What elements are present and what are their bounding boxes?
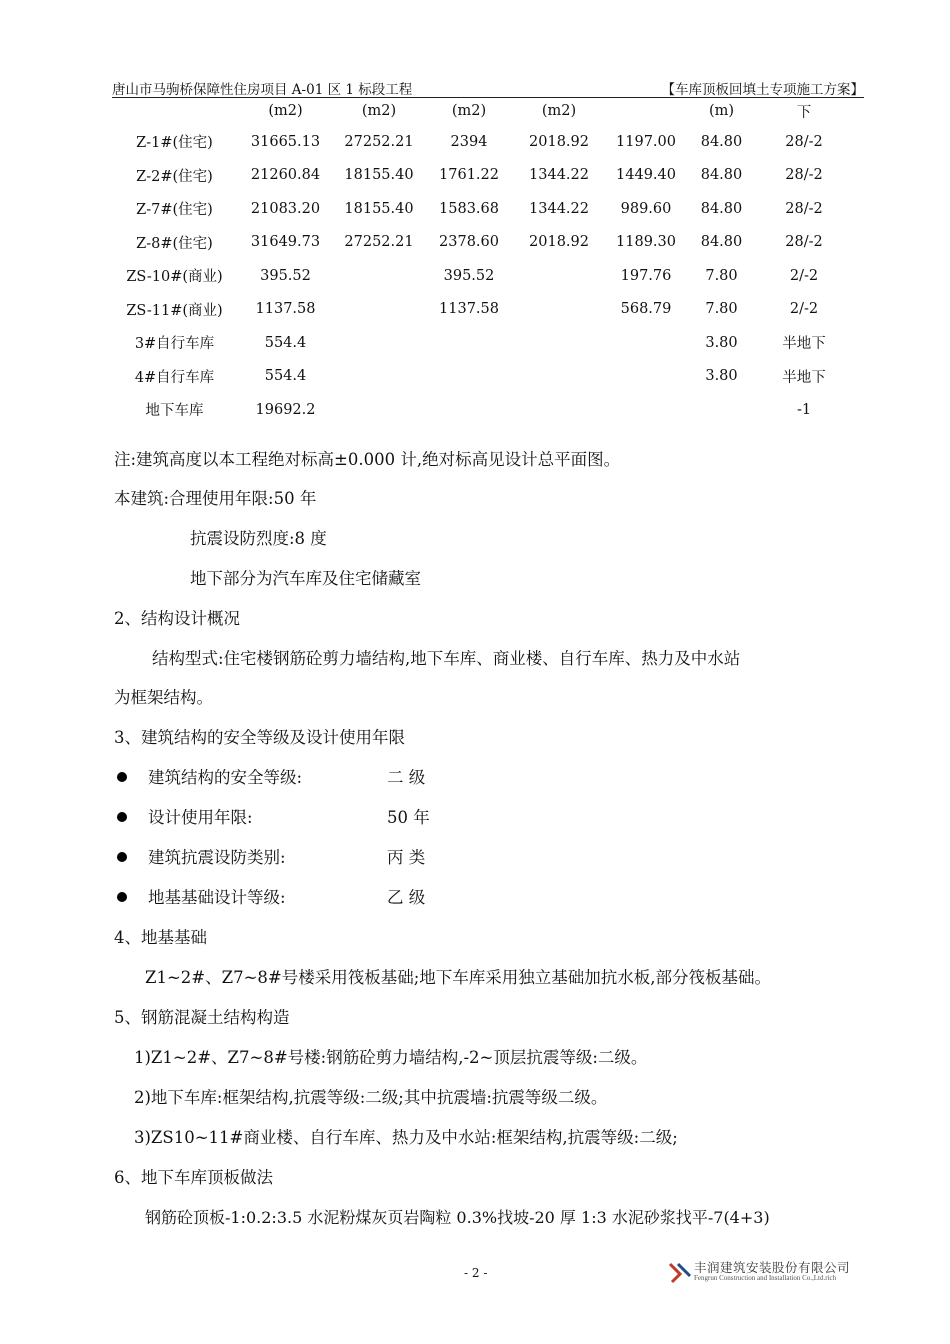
table-cell: Z-1#(住宅) (136, 135, 213, 152)
table-cell (424, 326, 514, 360)
bullet-dot-icon (117, 852, 127, 862)
table-cell: 1344.22 (529, 200, 589, 217)
table-cell: 地下车库 (145, 403, 204, 420)
bullet-label: 地基基础设计等级: (148, 888, 286, 907)
section-4-line: Z1~2#、Z7~8#号楼采用筏板基础;地下车库采用独立基础加抗水板,部分筏板基础。 (145, 968, 772, 987)
table-cell: 28/-2 (785, 167, 823, 184)
table-cell: 7.80 (705, 267, 738, 284)
table-cell: 18155.40 (344, 200, 414, 217)
table-row (112, 259, 853, 293)
table-cell: ZS-11#(商业) (126, 302, 223, 319)
table-cell: 1449.40 (616, 167, 676, 184)
section-5-title: 5、钢筋混凝土结构构造 (114, 1008, 290, 1027)
table-cell (334, 259, 424, 293)
table-cell: 28/-2 (785, 133, 823, 150)
company-name-en: Fengrun Construction and Installation Co.,Ltd.rich (694, 1274, 837, 1282)
bullet-label: 建筑抗震设防类别: (148, 848, 286, 867)
table-cell: -1 (796, 401, 812, 418)
bullet-label: 设计使用年限: (148, 808, 253, 827)
table-cell: 554.4 (264, 368, 307, 385)
table-cell: 31665.13 (250, 133, 321, 150)
table-cell: 554.4 (264, 334, 307, 351)
table-unit-row (112, 97, 853, 125)
table-cell (424, 393, 514, 427)
table-cell (604, 393, 688, 427)
table-cell (112, 97, 237, 125)
table-cell: (m2) (268, 103, 303, 119)
table-cell: 21083.20 (250, 200, 321, 217)
table-row (112, 125, 853, 159)
table-row (112, 360, 853, 394)
table-cell: (m2) (451, 103, 487, 119)
table-cell: 2394 (450, 133, 488, 150)
bullet-value: 丙 类 (387, 848, 426, 867)
header-right: 【车库顶板回填土专项施工方案】 (661, 82, 864, 98)
table-cell: 21260.84 (250, 167, 321, 184)
table-cell: 1344.22 (529, 167, 589, 184)
bullet-value: 乙 级 (387, 888, 426, 907)
table-cell: 3.80 (705, 334, 738, 351)
table-cell: 半地下 (782, 369, 826, 386)
bullet-dot-icon (117, 892, 127, 902)
table-cell: 395.52 (443, 267, 495, 284)
table-cell (334, 326, 424, 360)
table-cell (424, 360, 514, 394)
table-cell: 2378.60 (439, 234, 499, 251)
bullet-dot-icon (117, 812, 127, 822)
table-cell: 989.60 (620, 200, 672, 217)
table-cell: 7.80 (705, 301, 738, 318)
table-row (112, 393, 853, 427)
bullet-value: 二 级 (387, 768, 426, 787)
table-cell: 19692.2 (255, 401, 316, 418)
page-number: - 2 - (464, 1266, 488, 1280)
section-5-item: 3)ZS10~11#商业楼、自行车库、热力及中水站:框架结构,抗震等级:二级; (134, 1128, 678, 1147)
table-cell: 28/-2 (785, 200, 823, 217)
table-cell (604, 97, 688, 125)
table-cell: 27252.21 (344, 133, 414, 150)
building-table (112, 97, 853, 427)
table-cell: 4#自行车库 (134, 369, 215, 386)
table-cell: 1197.00 (616, 133, 676, 150)
company-name-cn: 丰润建筑安装股份有限公司 (694, 1260, 851, 1275)
table-cell: 31649.73 (250, 234, 321, 251)
table-cell (604, 326, 688, 360)
table-cell: 1583.68 (439, 200, 499, 217)
section-6-title: 6、地下车库顶板做法 (114, 1168, 273, 1187)
table-cell: 395.52 (260, 267, 311, 284)
seismic-line: 抗震设防烈度:8 度 (190, 529, 327, 548)
table-row (112, 226, 853, 260)
table-cell (514, 259, 604, 293)
table-cell: 3#自行车库 (134, 336, 215, 353)
table-cell: 84.80 (700, 133, 743, 150)
table-cell: 1761.22 (439, 167, 499, 184)
section-6-line: 钢筋砼顶板-1:0.2:3.5 水泥粉煤灰页岩陶粒 0.3%找坡-20 厚 1:3 水泥砂浆找平-7(4+3) (145, 1208, 770, 1227)
table-cell (604, 360, 688, 394)
section-5-item: 2)地下车库:框架结构,抗震等级:二级;其中抗震墙:抗震等级二级。 (134, 1088, 608, 1107)
table-cell (514, 293, 604, 327)
table-cell: 2/-2 (789, 301, 819, 318)
table-cell: (m) (708, 103, 735, 119)
table-cell: 84.80 (700, 234, 743, 251)
company-logo-icon (668, 1260, 692, 1284)
table-cell (334, 293, 424, 327)
table-cell (514, 326, 604, 360)
section-2-title: 2、结构设计概况 (114, 609, 240, 628)
section-2-line1: 结构型式:住宅楼钢筋砼剪力墙结构,地下车库、商业楼、自行车库、热力及中水站 (152, 649, 741, 668)
table-cell: 27252.21 (344, 234, 414, 251)
section-3-title: 3、建筑结构的安全等级及设计使用年限 (114, 728, 405, 747)
table-cell: Z-2#(住宅) (136, 168, 213, 185)
table-row (112, 192, 853, 226)
table-row (112, 326, 853, 360)
table-cell: 28/-2 (785, 234, 823, 251)
table-row (112, 293, 853, 327)
table-cell: 1189.30 (616, 234, 676, 251)
table-cell: 2018.92 (529, 234, 589, 251)
table-cell (334, 393, 424, 427)
table-cell: 84.80 (700, 167, 743, 184)
table-cell (334, 360, 424, 394)
table-cell: 2/-2 (789, 267, 819, 284)
bullet-label: 建筑结构的安全等级: (148, 768, 303, 787)
table-cell: 84.80 (700, 200, 743, 217)
table-cell: 3.80 (705, 368, 738, 385)
table-cell: ZS-10#(商业) (126, 269, 223, 286)
table-cell: 下 (796, 104, 812, 121)
bullet-value: 50 年 (387, 808, 430, 827)
table-cell: 568.79 (620, 301, 672, 318)
table-cell: 18155.40 (344, 167, 414, 184)
table-cell: 197.76 (620, 267, 672, 284)
table-cell: 1137.58 (439, 301, 499, 318)
table-cell: Z-8#(住宅) (136, 235, 213, 252)
table-cell: (m2) (361, 103, 397, 119)
table-cell: (m2) (541, 103, 577, 119)
section-5-item: 1)Z1~2#、Z7~8#号楼:钢筋砼剪力墙结构,-2~顶层抗震等级:二级。 (134, 1048, 648, 1067)
underground-line: 地下部分为汽车库及住宅储藏室 (190, 569, 421, 588)
table-cell (688, 393, 755, 427)
table-cell: Z-7#(住宅) (136, 202, 213, 219)
header-left: 唐山市马驹桥保障性住房项目 A-01 区 1 标段工程 (112, 82, 413, 98)
table-row (112, 159, 853, 193)
note-line: 注:建筑高度以本工程绝对标高±0.000 计,绝对标高见设计总平面图。 (114, 450, 621, 469)
section-2-line2: 为框架结构。 (114, 688, 213, 707)
table-cell: 2018.92 (529, 133, 589, 150)
building-line: 本建筑:合理使用年限:50 年 (114, 489, 317, 508)
bullet-dot-icon (117, 772, 127, 782)
table-cell (514, 360, 604, 394)
section-4-title: 4、地基基础 (114, 928, 207, 947)
table-cell: 半地下 (782, 336, 826, 353)
table-cell: 1137.58 (255, 301, 316, 318)
table-cell (514, 393, 604, 427)
company-logo (668, 1258, 864, 1286)
